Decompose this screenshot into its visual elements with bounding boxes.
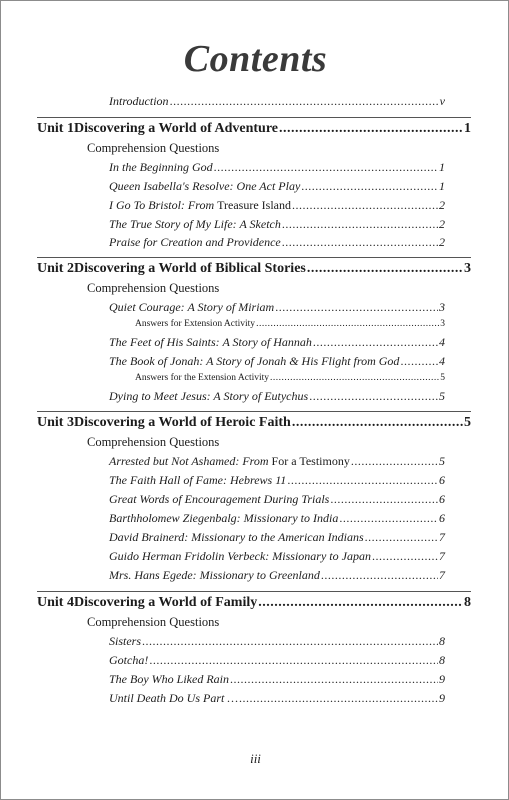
entry-label: The Faith Hall of Fame: Hebrews 11 [109, 473, 287, 487]
dot-leader [309, 389, 438, 404]
entry-label: Dying to Meet Jesus: A Story of Eutychus [109, 389, 309, 403]
entry-page: 8 [439, 653, 445, 667]
dot-leader [351, 454, 438, 469]
dot-leader [239, 691, 438, 706]
dot-leader [214, 160, 438, 175]
dot-leader [313, 335, 438, 350]
dot-leader [292, 415, 463, 431]
toc-entry [109, 492, 445, 509]
unit-title: Discovering a World of Biblical Stories [73, 261, 306, 276]
comprehension-questions-label: Comprehension Questions [87, 615, 220, 629]
unit-page: 1 [464, 121, 471, 136]
entry-page: 3 [439, 300, 445, 314]
entry-page: 6 [439, 511, 445, 525]
unit-title: Discovering a World of Family [73, 595, 258, 610]
dot-leader [365, 530, 438, 545]
toc-entry [109, 511, 445, 528]
entry-page: 7 [439, 530, 445, 544]
entry-page: 2 [439, 198, 445, 212]
dot-leader [339, 511, 438, 526]
section-rule [37, 411, 471, 412]
entry-label: Mrs. Hans Egede: Missionary to Greenland [109, 568, 320, 582]
unit-number: Unit 1 [37, 121, 74, 136]
toc-subentry [135, 319, 445, 333]
page-number: iii [250, 751, 261, 766]
toc-entry [109, 217, 445, 234]
dot-leader [149, 653, 438, 668]
comprehension-questions-label: Comprehension Questions [87, 435, 220, 449]
unit-title: Discovering a World of Adventure [73, 121, 278, 136]
toc-entry [109, 300, 445, 317]
dot-leader [282, 217, 438, 232]
toc-entry [109, 454, 445, 471]
dot-leader [256, 319, 439, 329]
entry-page: 4 [439, 354, 445, 368]
entry-page: 4 [439, 335, 445, 349]
entry-label: Until Death Do Us Part … [109, 691, 238, 705]
entry-page: 6 [439, 473, 445, 487]
dot-leader [142, 634, 438, 649]
toc-entry [109, 160, 445, 177]
dot-leader [279, 121, 463, 137]
toc-entry-introduction [109, 94, 445, 111]
section-rule [37, 257, 471, 258]
toc-entry [109, 354, 445, 371]
entry-page: 9 [439, 672, 445, 686]
entry-label: Sisters [109, 634, 142, 648]
dot-leader [307, 261, 463, 277]
entry-label: The Feet of His Saints: A Story of Hannah [109, 335, 312, 349]
entry-page: 3 [440, 319, 445, 329]
entry-page: 9 [439, 691, 445, 705]
entry-label: The True Story of My Life: A Sketch [109, 217, 281, 231]
entry-label: Introduction [109, 94, 169, 108]
entry-label: The Book of Jonah: A Story of Jonah & His Flight from God [109, 354, 400, 368]
unit-number: Unit 4 [37, 595, 74, 610]
entry-label: Guido Herman Fridolin Verbeck: Missionary to Japan [109, 549, 371, 563]
entry-label: Gotcha! [109, 653, 149, 667]
entry-page: 2 [439, 235, 445, 249]
entry-label: The Boy Who Liked Rain [109, 672, 229, 686]
entry-label: Praise for Creation and Providence [109, 235, 281, 249]
entry-label: Quiet Courage: A Story of Miriam [109, 300, 275, 314]
subentry-label: Answers for the Extension Activity [135, 373, 270, 383]
entry-label: David Brainerd: Missionary to the American Indians [109, 530, 364, 544]
section-rule [37, 591, 471, 592]
entry-label-roman: For a Testimony [271, 454, 350, 468]
toc-entry [109, 235, 445, 252]
entry-page: 2 [439, 217, 445, 231]
toc-entry [109, 568, 445, 585]
unit-heading [37, 261, 471, 281]
toc-entry [109, 672, 445, 689]
entry-label: In the Beginning God [109, 160, 213, 174]
dot-leader [301, 179, 438, 194]
toc-entry [109, 653, 445, 670]
unit-number: Unit 3 [37, 415, 74, 430]
toc-entry [109, 179, 445, 196]
entry-label: Barthholomew Ziegenbalg: Missionary to India [109, 511, 339, 525]
toc-entry [109, 198, 445, 215]
unit-heading [37, 595, 471, 615]
toc-entry [109, 473, 445, 490]
unit-page: 5 [464, 415, 471, 430]
unit-number: Unit 2 [37, 261, 74, 276]
dot-leader [275, 300, 438, 315]
toc-entry [109, 691, 445, 708]
toc-entry [109, 530, 445, 547]
entry-label-roman: Treasure Island [217, 198, 291, 212]
dot-leader [400, 354, 438, 369]
section-rule [37, 117, 471, 118]
dot-leader [282, 235, 438, 250]
unit-heading [37, 121, 471, 141]
unit-title: Discovering a World of Heroic Faith [73, 415, 291, 430]
entry-page: 7 [439, 549, 445, 563]
toc-entry [109, 549, 445, 566]
dot-leader [230, 672, 438, 687]
entry-page: 5 [440, 373, 445, 383]
entry-page: 8 [439, 634, 445, 648]
unit-page: 3 [464, 261, 471, 276]
entry-label: Arrested but Not Ashamed: From [109, 454, 269, 468]
comprehension-questions-label: Comprehension Questions [87, 141, 220, 155]
toc-entry [109, 389, 445, 406]
dot-leader [258, 595, 463, 611]
entry-page: 5 [439, 454, 445, 468]
entry-page: 1 [439, 179, 445, 193]
toc-subentry [135, 373, 445, 387]
entry-page: 7 [439, 568, 445, 582]
entry-label: Great Words of Encouragement During Trials [109, 492, 330, 506]
entry-page: 5 [439, 389, 445, 403]
subentry-label: Answers for Extension Activity [135, 319, 256, 329]
dot-leader [170, 94, 439, 109]
page-title: Contents [183, 38, 328, 80]
entry-page: v [439, 94, 445, 108]
entry-label: I Go To Bristol: From [109, 198, 215, 212]
entry-page: 6 [439, 492, 445, 506]
dot-leader [292, 198, 438, 213]
dot-leader [270, 373, 439, 383]
unit-page: 8 [464, 595, 471, 610]
dot-leader [321, 568, 438, 583]
toc-entry [109, 634, 445, 651]
comprehension-questions-label: Comprehension Questions [87, 281, 220, 295]
unit-heading [37, 415, 471, 435]
entry-page: 1 [439, 160, 445, 174]
dot-leader [330, 492, 438, 507]
toc-entry [109, 335, 445, 352]
dot-leader [287, 473, 438, 488]
dot-leader [372, 549, 438, 564]
entry-label: Queen Isabella's Resolve: One Act Play [109, 179, 301, 193]
